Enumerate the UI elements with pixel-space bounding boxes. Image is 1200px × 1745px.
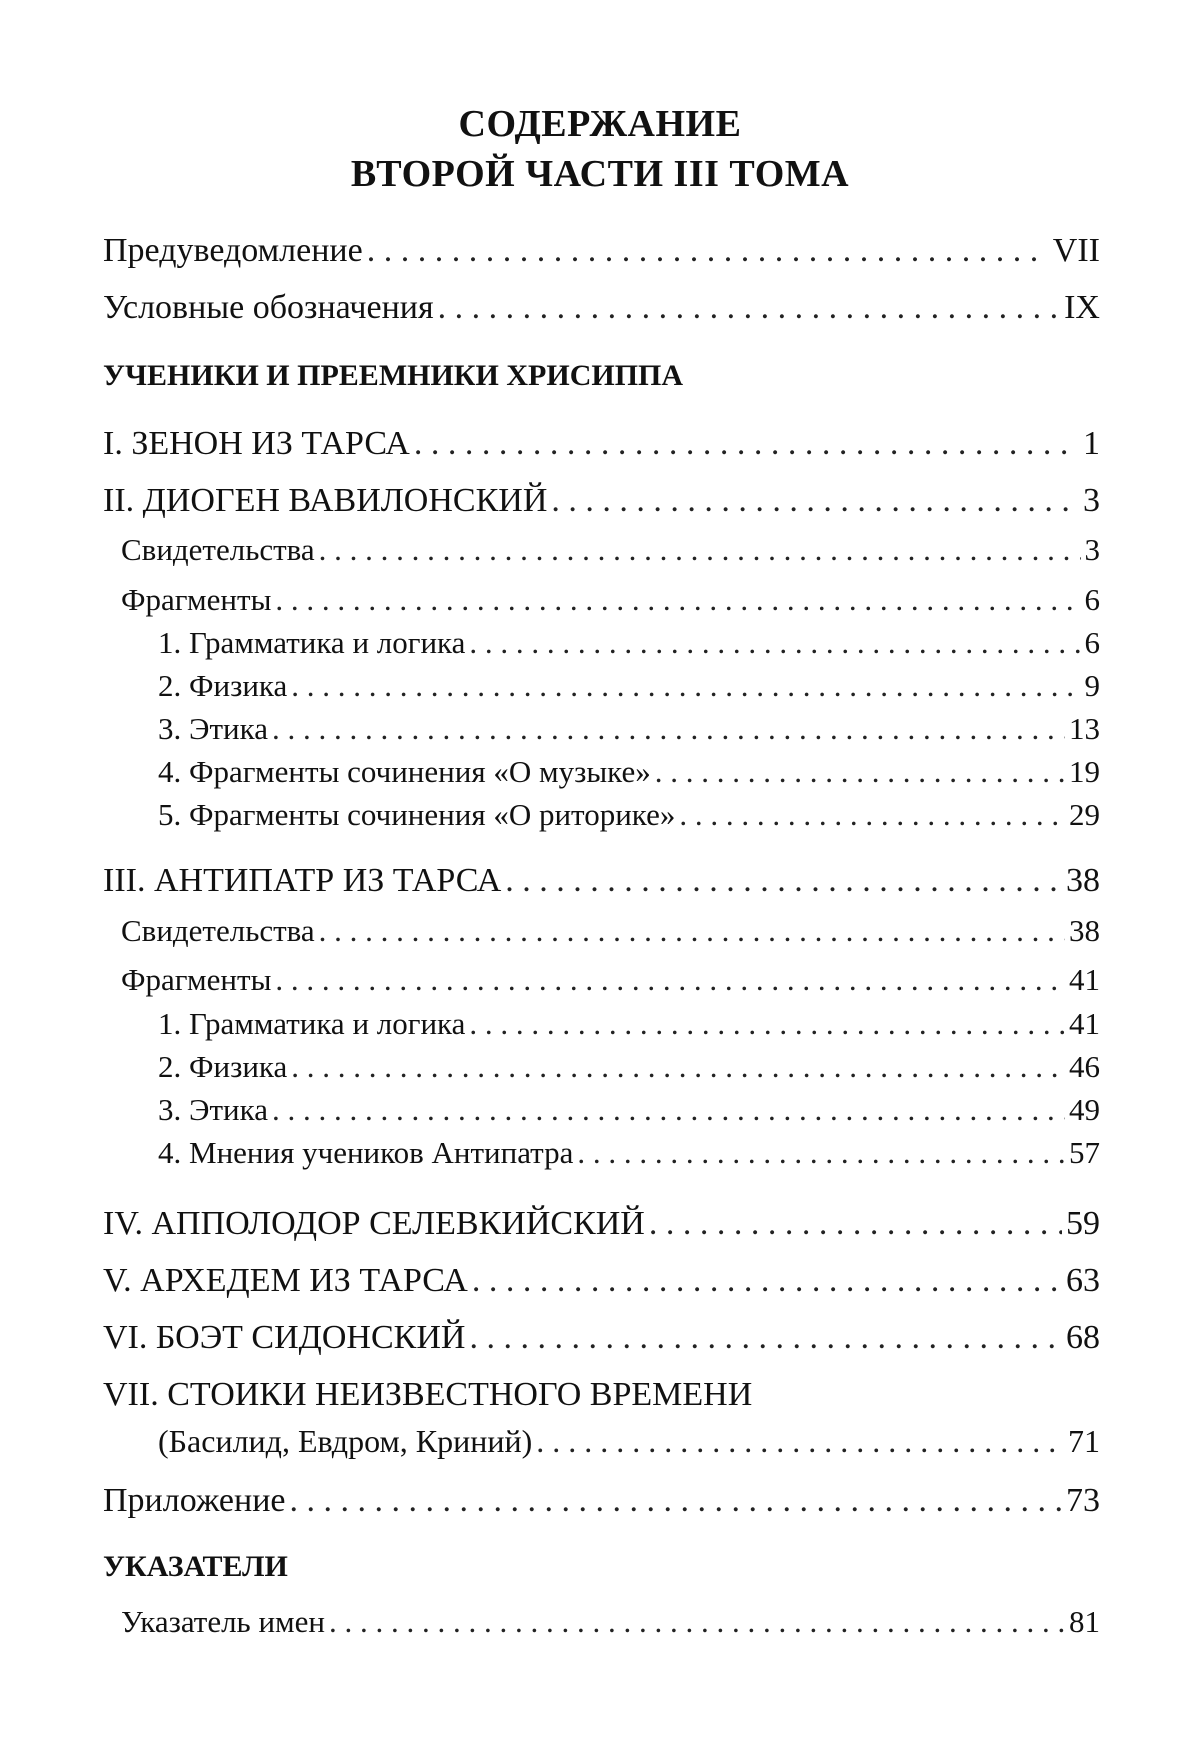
toc-entry-abbreviations[interactable] xyxy=(103,289,1100,327)
leader-dots xyxy=(319,532,1081,568)
leader-dots xyxy=(414,425,1079,463)
section-heading-students: УЧЕНИКИ И ПРЕЕМНИКИ ХРИСИППА xyxy=(103,359,684,392)
toc-entry-diogenes-fragments[interactable] xyxy=(121,582,1100,618)
page-title-line2: ВТОРОЙ ЧАСТИ III ТОМА xyxy=(350,153,850,195)
leader-dots xyxy=(329,1604,1065,1640)
toc-page-number: 13 xyxy=(1069,711,1100,746)
toc-page-number: 1 xyxy=(1083,425,1100,462)
toc-page-number: 73 xyxy=(1066,1482,1100,1519)
toc-page-number: 81 xyxy=(1069,1604,1100,1639)
leader-dots xyxy=(505,862,1062,900)
toc-entry-antipater-item[interactable] xyxy=(158,1135,1100,1171)
toc-entry-label: 2. Физика xyxy=(158,1049,288,1084)
toc-entry-label: 1. Грамматика и логика xyxy=(158,625,466,660)
section-heading-indexes: УКАЗАТЕЛИ xyxy=(103,1550,288,1583)
toc-entry-label: VI. БОЭТ СИДОНСКИЙ xyxy=(103,1319,466,1356)
toc-page-number: 71 xyxy=(1068,1423,1100,1459)
leader-dots xyxy=(472,1262,1062,1300)
leader-dots xyxy=(679,797,1065,833)
toc-entry-diogenes-testimonia[interactable] xyxy=(121,532,1100,568)
toc-page-number: IX xyxy=(1064,289,1100,326)
leader-dots xyxy=(291,1049,1065,1085)
leader-dots xyxy=(551,482,1079,520)
toc-entry-label: Указатель имен xyxy=(121,1604,325,1639)
leader-dots xyxy=(655,754,1065,790)
toc-page-number: 3 xyxy=(1084,532,1100,567)
toc-entry-label: 3. Этика xyxy=(158,711,268,746)
leader-dots xyxy=(536,1423,1064,1460)
leader-dots xyxy=(275,962,1065,998)
leader-dots xyxy=(275,582,1080,618)
leader-dots xyxy=(469,1006,1065,1042)
toc-entry-label: 1. Грамматика и логика xyxy=(158,1006,466,1041)
leader-dots xyxy=(469,625,1080,661)
toc-page-number: 46 xyxy=(1069,1049,1100,1084)
toc-entry-label: Фрагменты xyxy=(121,962,272,997)
toc-page-number: 59 xyxy=(1066,1205,1100,1242)
toc-entry-label: I. ЗЕНОН ИЗ ТАРСА xyxy=(103,425,410,462)
leader-dots xyxy=(272,1092,1065,1128)
toc-page-number: 19 xyxy=(1069,754,1100,789)
toc-entry-label: 2. Физика xyxy=(158,668,288,703)
toc-page-number: 38 xyxy=(1066,862,1100,899)
leader-dots xyxy=(319,913,1065,949)
leader-dots xyxy=(289,1482,1062,1520)
toc-entry-diogenes-item[interactable] xyxy=(158,668,1100,704)
leader-dots xyxy=(367,232,1049,270)
leader-dots xyxy=(438,289,1061,327)
toc-entry-label: Свидетельства xyxy=(121,532,315,567)
toc-entry-diogenes-item[interactable] xyxy=(158,797,1100,833)
toc-entry-label: 5. Фрагменты сочинения «О риторике» xyxy=(158,797,676,832)
toc-entry-label: 3. Этика xyxy=(158,1092,268,1127)
toc-entry-diogenes-item[interactable] xyxy=(158,625,1100,661)
toc-entry-label: Условные обозначения xyxy=(103,289,434,326)
toc-entry-label: (Басилид, Евдром, Криний) xyxy=(158,1423,533,1459)
toc-entry-boethus[interactable] xyxy=(103,1319,1100,1357)
toc-entry-antipater-fragments[interactable] xyxy=(121,962,1100,998)
toc-entry-antipater-item[interactable] xyxy=(158,1049,1100,1085)
toc-page-number: 29 xyxy=(1069,797,1100,832)
toc-entry-label: II. ДИОГЕН ВАВИЛОНСКИЙ xyxy=(103,482,548,519)
toc-entry-diogenes-item[interactable] xyxy=(158,754,1100,790)
toc-entry-unknown-title[interactable]: VII. СТОИКИ НЕИЗВЕСТНОГО ВРЕМЕНИ xyxy=(103,1376,753,1413)
toc-entry-antipater[interactable] xyxy=(103,862,1100,900)
toc-entry-antipater-item[interactable] xyxy=(158,1006,1100,1042)
toc-entry-label: 4. Фрагменты сочинения «О музыке» xyxy=(158,754,651,789)
toc-entry-label: Свидетельства xyxy=(121,913,315,948)
toc-entry-label: Приложение xyxy=(103,1482,286,1519)
toc-page-number: 68 xyxy=(1066,1319,1100,1356)
toc-entry-label: Фрагменты xyxy=(121,582,272,617)
toc-page-number: 57 xyxy=(1069,1135,1100,1170)
page-title-line1: СОДЕРЖАНИЕ xyxy=(458,103,742,145)
toc-entry-unknown[interactable] xyxy=(158,1423,1100,1460)
leader-dots xyxy=(649,1205,1062,1243)
toc-page-number: 41 xyxy=(1069,962,1100,997)
leader-dots xyxy=(291,668,1080,704)
toc-entry-label: V. АРХЕДЕМ ИЗ ТАРСА xyxy=(103,1262,468,1299)
toc-entry-zenon[interactable] xyxy=(103,425,1100,463)
toc-page-number: 3 xyxy=(1083,482,1100,519)
toc-entry-antipater-item[interactable] xyxy=(158,1092,1100,1128)
leader-dots xyxy=(272,711,1065,747)
leader-dots xyxy=(469,1319,1062,1357)
toc-page-number: VII xyxy=(1052,232,1100,269)
toc-page-number: 41 xyxy=(1069,1006,1100,1041)
toc-page-number: 38 xyxy=(1069,913,1100,948)
toc-entry-antipater-testimonia[interactable] xyxy=(121,913,1100,949)
toc-page-number: 49 xyxy=(1069,1092,1100,1127)
leader-dots xyxy=(577,1135,1065,1171)
toc-entry-diogenes-item[interactable] xyxy=(158,711,1100,747)
toc-entry-label: Предуведомление xyxy=(103,232,363,269)
toc-page-number: 6 xyxy=(1084,625,1100,660)
toc-entry-name-index[interactable] xyxy=(121,1604,1100,1640)
toc-page-number: 9 xyxy=(1084,668,1100,703)
toc-page-number: 63 xyxy=(1066,1262,1100,1299)
toc-entry-diogenes[interactable] xyxy=(103,482,1100,520)
toc-entry-label: 4. Мнения учеников Антипатра xyxy=(158,1135,574,1170)
toc-page-number: 6 xyxy=(1084,582,1100,617)
toc-entry-label: IV. АППОЛОДОР СЕЛЕВКИЙСКИЙ xyxy=(103,1205,645,1242)
toc-entry-apollodorus[interactable] xyxy=(103,1205,1100,1243)
toc-entry-label: III. АНТИПАТР ИЗ ТАРСА xyxy=(103,862,502,899)
toc-entry-preface[interactable] xyxy=(103,232,1100,270)
toc-entry-appendix[interactable] xyxy=(103,1482,1100,1520)
toc-entry-archedemus[interactable] xyxy=(103,1262,1100,1300)
